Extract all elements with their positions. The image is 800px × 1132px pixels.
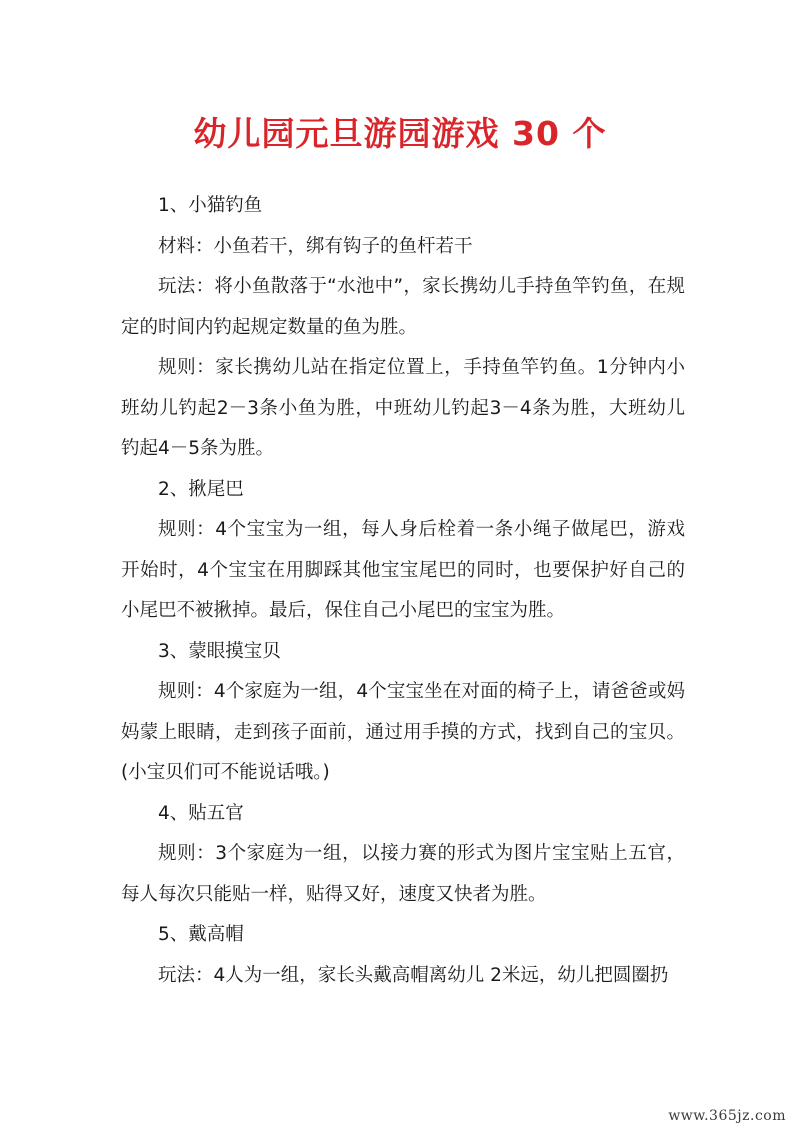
paragraph: 玩法：将小鱼散落于“水池中”，家长携幼儿手持鱼竿钓鱼，在规定的时间内钓起规定数量的鱼为胜。	[121, 276, 685, 338]
paragraph: 规则：3个家庭为一组，以接力赛的形式为图片宝宝贴上五官，每人每次只能贴一样，贴得又好，速度又快者为胜。	[121, 843, 685, 905]
site-watermark: www.365jz.com	[668, 1108, 786, 1124]
section-heading: 3、蒙眼摸宝贝	[158, 640, 281, 662]
paragraph: 规则：4个家庭为一组，4个宝宝坐在对面的椅子上，请爸爸或妈妈蒙上眼睛，走到孩子面前，通过用手摸的方式，找到自己的宝贝。(小宝贝们可不能说话哦。)	[121, 681, 685, 783]
document-title: 幼儿园元旦游园游戏 30 个	[193, 114, 607, 153]
paragraph: 玩法：4人为一组，家长头戴高帽离幼儿 2米远，幼儿把圆圈扔	[158, 964, 669, 986]
paragraph: 规则：4个宝宝为一组，每人身后栓着一条小绳子做尾巴，游戏开始时，4个宝宝在用脚踩其他宝宝尾巴的同时，也要保护好自己的小尾巴不被揪掉。最后，保住自己小尾巴的宝宝为胜。	[121, 519, 685, 621]
paragraph: 材料：小鱼若干，绑有钩子的鱼杆若干	[158, 235, 473, 257]
document-body	[121, 186, 685, 996]
section-heading: 4、贴五官	[158, 802, 244, 824]
section-heading: 2、揪尾巴	[158, 478, 244, 500]
section-heading: 1、小猫钓鱼	[158, 195, 263, 216]
paragraph: 规则：家长携幼儿站在指定位置上，手持鱼竿钓鱼。1分钟内小班幼儿钓起2－3条小鱼为胜，中班幼儿钓起3－4条为胜，大班幼儿钓起4－5条为胜。	[121, 357, 685, 459]
section-heading: 5、戴高帽	[158, 924, 244, 945]
